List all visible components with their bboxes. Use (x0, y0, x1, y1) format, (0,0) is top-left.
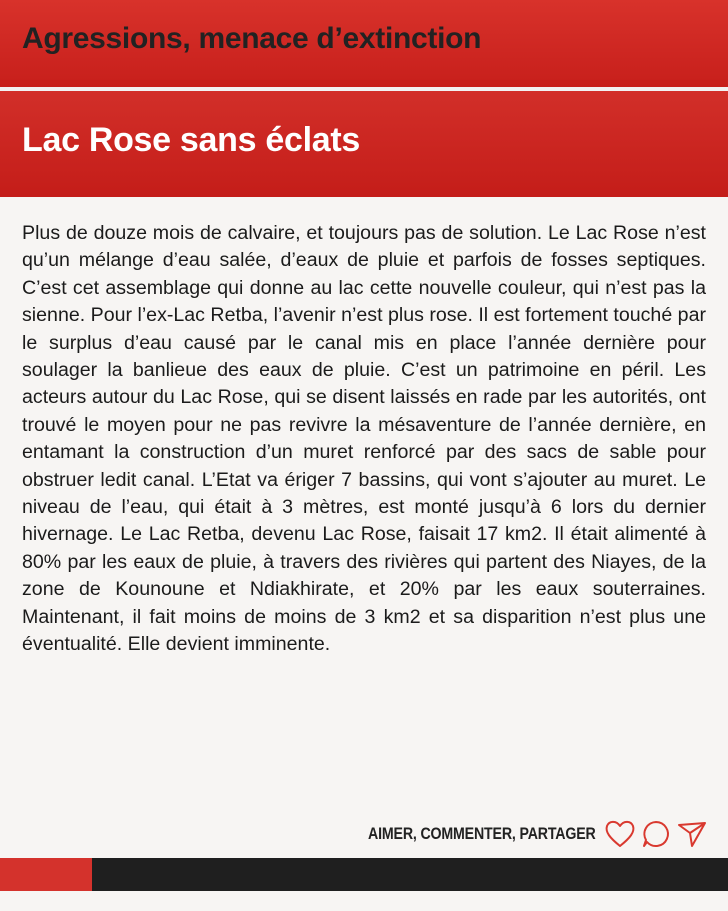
footer-dark-block (92, 858, 728, 891)
title-band (0, 91, 728, 197)
social-actions (331, 816, 710, 852)
kicker-band (0, 0, 728, 87)
article-body: Plus de douze mois de calvaire, et toujours pas de solution. Le Lac Rose n’est qu’un mélange d’eau salée, d’eaux de pluie et parfois de fosses septiques. C’est cet assemblage qui donne au lac cette nouvelle couleur, qui n’est pas la sienne. Pour l’ex-Lac Retba, l’avenir n’est plus rose. Il est fortement touché par le surplus d’eau causé par le canal mis en place l’année dernière pour soulager la banlieue des eaux de pluie. C’est un patrimoine en péril. Les acteurs autour du Lac Rose, qui se disent laissés en rade par les autorités, ont trouvé le moyen pour ne pas revivre la mésaventure de l’année dernière, en entamant la construction d’un muret renforcé par des sacs de sable pour obstruer ledit canal. L’Etat va ériger 7 bassins, qui vont s’ajouter au muret. Le niveau de l’eau, qui était à 3 mètres, est monté jusqu’à 6 lors du dernier hivernage. Le Lac Retba, devenu Lac Rose, faisait 17 km2. Il était alimenté à 80% par les eaux de pluie, à travers des rivières qui partent des Niayes, de la zone de Kounoune et Ndiakhirate, et 20% par les eaux souterraines. Maintenant, il fait moins de moins de 3 km2 et sa disparition n’est plus une éventualité. Elle devient imminente. (22, 222, 706, 656)
heart-icon[interactable] (602, 816, 638, 852)
share-icon[interactable] (674, 816, 710, 852)
article-kicker: Agressions, menace d’extinction (22, 22, 482, 55)
footer-red-block (0, 858, 92, 891)
footer-bar (0, 858, 728, 891)
actions-label: AIMER, COMMENTER, PARTAGER (368, 824, 596, 843)
article-title: Lac Rose sans éclats (22, 121, 360, 159)
comment-icon[interactable] (638, 816, 674, 852)
